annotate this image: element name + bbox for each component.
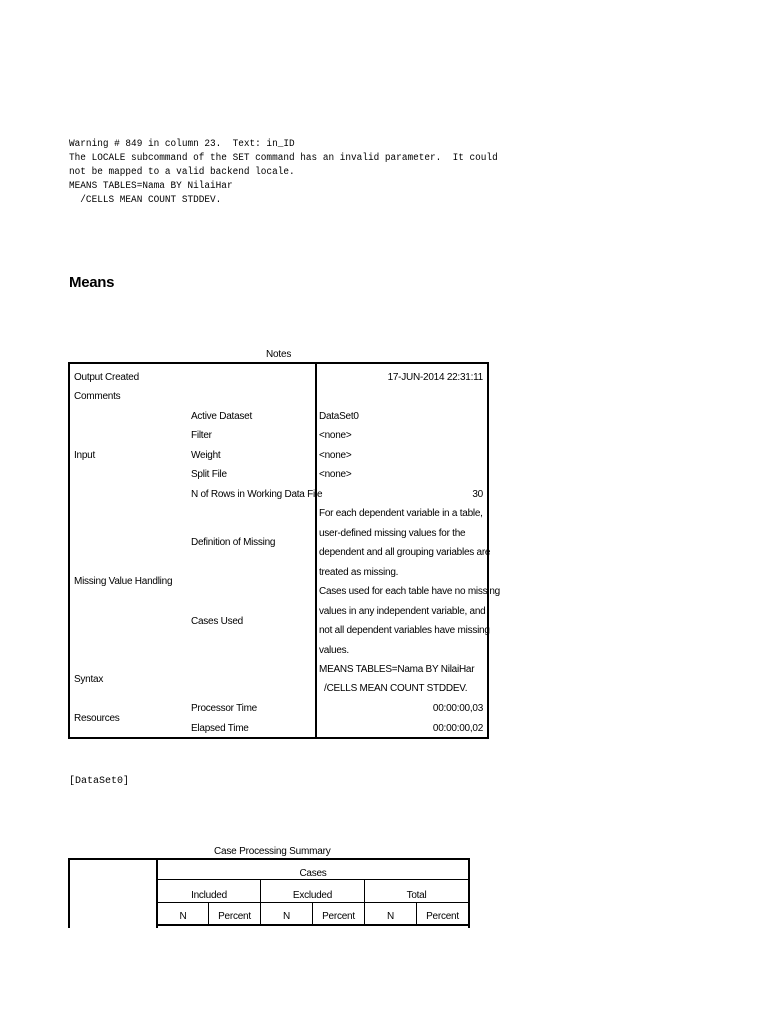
log-line: not be mapped to a valid backend locale.: [69, 167, 295, 178]
cases-used-text: Cases used for each table have no missing: [319, 586, 500, 597]
split-file-label: Split File: [191, 469, 227, 480]
comments-label: Comments: [74, 391, 121, 402]
cases-used-text: not all dependent variables have missing: [319, 625, 490, 636]
definition-text: dependent and all grouping variables are: [319, 547, 491, 558]
log-line: /CELLS MEAN COUNT STDDEV.: [69, 195, 222, 206]
processor-time-value: 00:00:00,03: [432, 703, 483, 714]
definition-text: user-defined missing values for the: [319, 528, 466, 539]
input-label: Input: [74, 450, 95, 461]
processor-time-label: Processor Time: [191, 703, 257, 714]
definition-text: For each dependent variable in a table,: [319, 508, 483, 519]
resources-label: Resources: [74, 713, 120, 724]
cases-used-text: values.: [319, 645, 349, 656]
active-dataset-label: Active Dataset: [191, 411, 252, 422]
subheader-n: N: [387, 911, 394, 922]
definition-of-missing-label: Definition of Missing: [191, 537, 276, 548]
n-rows-label: N of Rows in Working Data File: [191, 489, 323, 500]
group-header-included: Included: [191, 890, 227, 901]
subheader-percent: Percent: [218, 911, 251, 922]
definition-text: treated as missing.: [319, 567, 399, 578]
dataset-tag: [DataSet0]: [69, 776, 130, 787]
table-border-right: [468, 858, 470, 928]
syntax-text: MEANS TABLES=Nama BY NilaiHar: [319, 664, 475, 675]
row-line: [156, 924, 470, 926]
row-line: [156, 902, 470, 903]
group-header-total: Total: [406, 890, 427, 901]
notes-caption: Notes: [266, 349, 292, 360]
column-divider: [315, 364, 317, 737]
n-rows-value: 30: [472, 489, 483, 500]
missing-value-handling-label: Missing Value Handling: [74, 576, 173, 587]
table-border-top: [68, 858, 470, 860]
subheader-percent: Percent: [322, 911, 355, 922]
log-line: Warning # 849 in column 23. Text: in_ID: [69, 139, 295, 150]
cases-header: Cases: [299, 868, 327, 879]
active-dataset-value: DataSet0: [319, 411, 359, 422]
filter-value: <none>: [319, 430, 352, 441]
output-created-label: Output Created: [74, 372, 139, 383]
weight-value: <none>: [319, 450, 352, 461]
weight-label: Weight: [191, 450, 221, 461]
case-summary-table: [68, 858, 470, 928]
elapsed-time-label: Elapsed Time: [191, 723, 249, 734]
subheader-n: N: [179, 911, 187, 922]
subheader-percent: Percent: [426, 911, 459, 922]
syntax-label: Syntax: [74, 674, 104, 685]
log-line: MEANS TABLES=Nama BY NilaiHar: [69, 181, 233, 192]
syntax-text: /CELLS MEAN COUNT STDDEV.: [319, 683, 468, 694]
elapsed-time-value: 00:00:00,02: [432, 723, 483, 734]
output-created-value: 17-JUN-2014 22:31:11: [387, 372, 483, 383]
filter-label: Filter: [191, 430, 212, 441]
log-line: The LOCALE subcommand of the SET command has an invalid parameter. It could: [69, 153, 498, 164]
cases-used-text: values in any independent variable, and: [319, 606, 486, 617]
syntax-log: [69, 138, 498, 208]
case-summary-caption: Case Processing Summary: [214, 846, 331, 857]
group-header-excluded: Excluded: [292, 890, 333, 901]
table-border-left: [68, 858, 70, 928]
section-title: Means: [69, 274, 115, 291]
cases-used-label: Cases Used: [191, 616, 243, 627]
subheader-n: N: [283, 911, 290, 922]
notes-table: [68, 362, 500, 739]
split-file-value: <none>: [319, 469, 352, 480]
